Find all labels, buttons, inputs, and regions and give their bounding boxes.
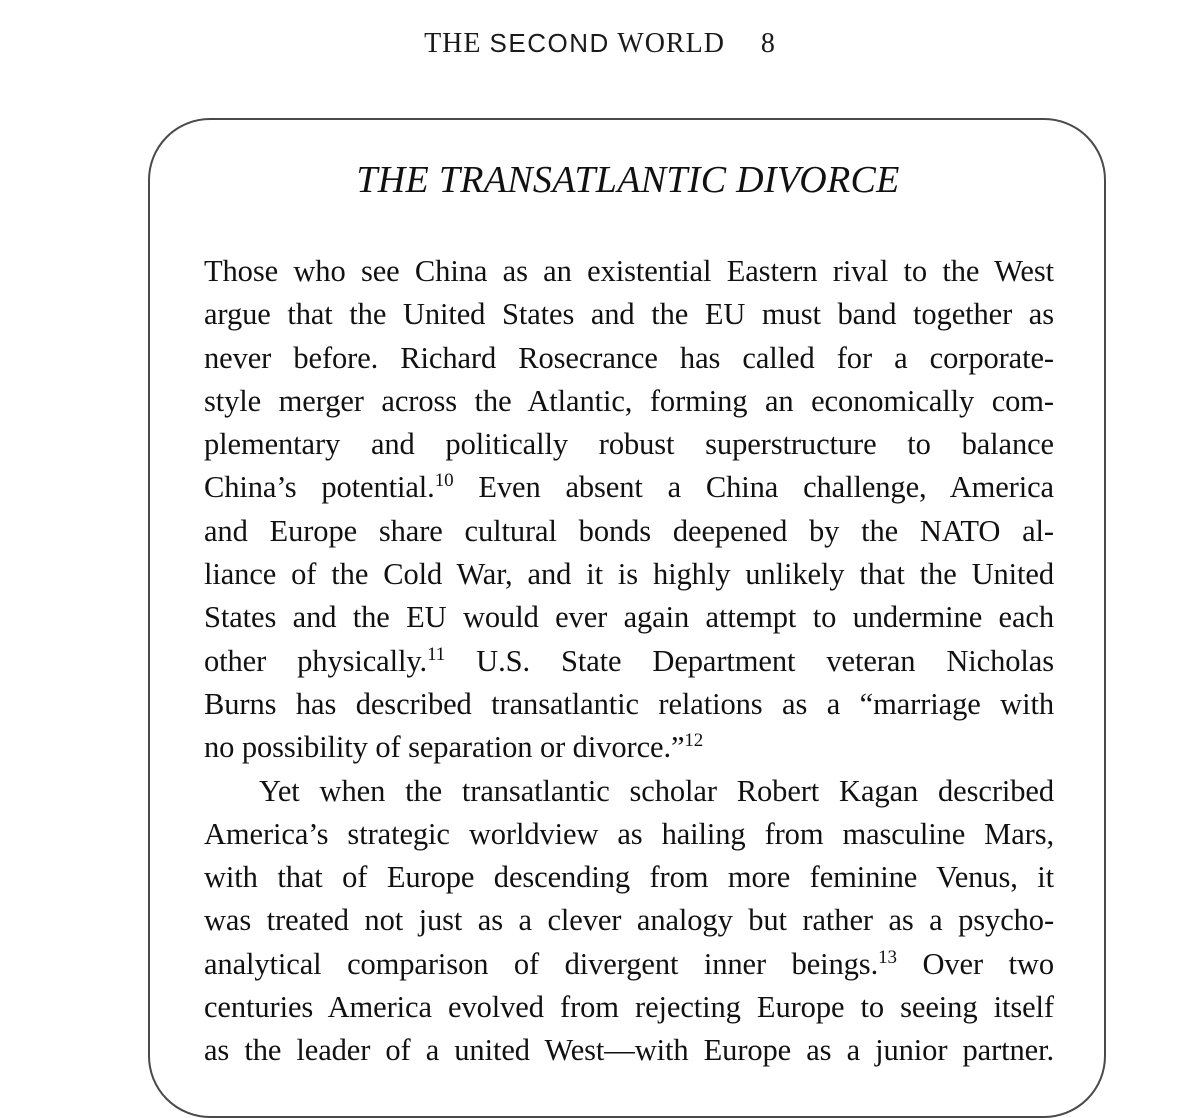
- book-title: THE SECOND WORLD: [424, 28, 725, 59]
- footnote-ref-13[interactable]: 13: [878, 946, 897, 968]
- text-line: was treated not just as a clever analogy but rather as a psycho-: [204, 903, 1054, 938]
- text-line: never before. Richard Rosecrance has called for a corporate-: [204, 340, 1054, 375]
- text-line: Burns has described transatlantic relations as a “marriage with: [204, 686, 1054, 721]
- text-line: plementary and politically robust superstructure to balance: [204, 427, 1054, 462]
- text-line: other physically.$^{11}$ U.S. State Department veteran Nicholas: [204, 643, 1055, 678]
- text-line: style merger across the Atlantic, forming an economically com-: [204, 383, 1054, 418]
- text-line: Those who see China as an existential Eastern rival to the West: [204, 254, 1054, 288]
- sidebar-title: THE TRANSATLANTIC DIVORCE: [356, 159, 900, 201]
- text-line: Yet when the transatlantic scholar Robert Kagan described: [259, 773, 1054, 808]
- text-line: centuries America evolved from rejecting Europe to seeing itself: [204, 990, 1054, 1025]
- text-line: no possibility of separation or divorce.”$^{12}$: [204, 730, 704, 765]
- text-line: and Europe share cultural bonds deepened by the NATO al-: [204, 513, 1054, 548]
- text-line: argue that the United States and the EU must band together as: [204, 297, 1054, 332]
- text-line: analytical comparison of divergent inner beings.$^{13}$ Over two: [204, 946, 1054, 981]
- footnote-ref-10[interactable]: 10: [434, 470, 454, 492]
- sidebar-body: [204, 250, 1054, 1073]
- footnote-ref-11[interactable]: 11: [427, 643, 446, 665]
- text-line: liance of the Cold War, and it is highly unlikely that the United: [204, 557, 1054, 592]
- footnote-ref-12[interactable]: 12: [684, 730, 704, 752]
- page-number: 8: [760, 28, 776, 59]
- running-header: [0, 28, 1200, 60]
- text-line: with that of Europe descending from more feminine Venus, it: [204, 860, 1054, 895]
- text-line: States and the EU would ever again attempt to undermine each: [204, 600, 1054, 635]
- text-line: America’s strategic worldview as hailing from masculine Mars,: [204, 816, 1054, 851]
- text-line: as the leader of a united West—with Europe as a junior partner.: [204, 1033, 1054, 1068]
- text-line: China’s potential.$^{10}$ Even absent a China challenge, America: [204, 470, 1054, 505]
